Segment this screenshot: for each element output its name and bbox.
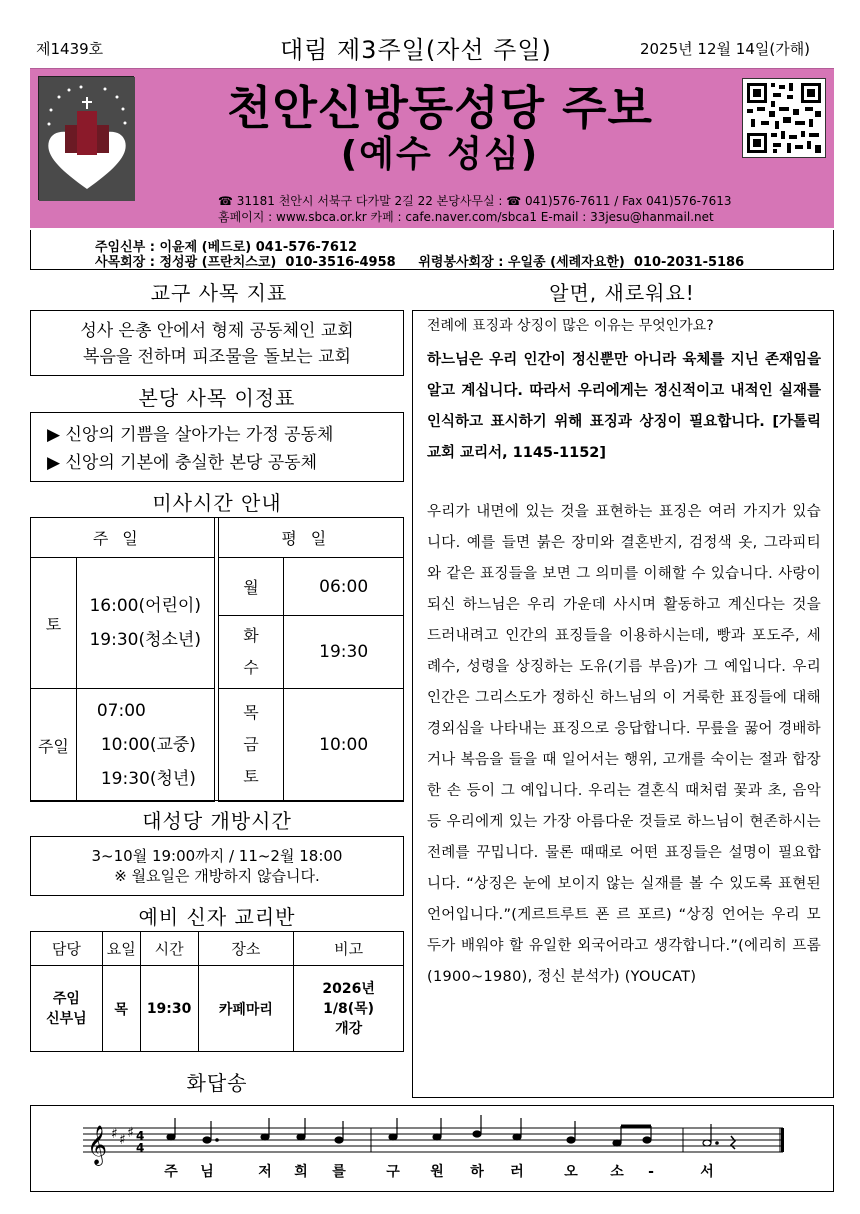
treble-clef-icon: 𝄞 <box>87 1125 108 1165</box>
pastor-info: 주임신부 : 이윤제 (베드로) 041-576-7612 <box>95 240 358 255</box>
tue-wed-time: 19:30 <box>284 616 404 689</box>
cat-header: 담당 <box>31 932 103 966</box>
sharp-icon: ♯ <box>119 1132 126 1148</box>
catechumen-title: 예비 신자 교리반 <box>138 905 296 929</box>
weekend-header: 주일 <box>31 518 215 558</box>
weekday-header: 평일 <box>218 518 403 558</box>
lyric-syllable: 원 <box>430 1164 444 1180</box>
monday-time: 06:00 <box>284 558 404 616</box>
lyric-syllable: 서 <box>700 1164 714 1180</box>
sunday-label: 주일 <box>31 689 77 802</box>
sunday-times: 07:00 10:00(교중) 19:30(청년) <box>76 689 214 802</box>
thu-fri-sat-label: 목 금 토 <box>218 689 284 802</box>
address-line: ☎ 31181 천안시 서북구 다가말 2길 22 본당사무실 : ☎ 041)576-7611 / Fax 041)576-7613 <box>218 194 732 208</box>
parish-goal-box <box>30 412 404 482</box>
cat-header: 시간 <box>140 932 198 966</box>
lyric-syllable: 하 <box>470 1164 484 1180</box>
pastoral-goal-box <box>30 310 404 376</box>
time-signature-bottom: 4 <box>136 1141 145 1155</box>
parish-goal-title: 본당 사목 이정표 <box>138 386 296 410</box>
cat-header: 장소 <box>198 932 294 966</box>
bulletin-subtitle: (예수 성심) <box>340 134 540 175</box>
psalm-title: 화답송 <box>186 1071 248 1095</box>
web-contact-line: 홈페이지 : www.sbca.or.kr 카페 : cafe.naver.com/sbca1 E-mail : 33jesu@hanmail.net <box>218 210 714 224</box>
psalm-music-box <box>30 1105 834 1192</box>
lyric-syllable: 를 <box>332 1164 346 1180</box>
qr-code <box>742 78 826 158</box>
sharp-icon: ♯ <box>127 1125 134 1141</box>
lyric-syllable: 희 <box>294 1164 308 1180</box>
parish-goal-line: ▶ 신앙의 기본에 충실한 본당 공동체 <box>47 453 318 473</box>
tue-wed-label: 화 수 <box>218 616 284 689</box>
cat-header: 비고 <box>294 932 404 966</box>
thu-fri-sat-time: 10:00 <box>284 689 404 802</box>
monday-label: 월 <box>218 558 284 616</box>
cat-day: 목 <box>102 966 140 1052</box>
lyric-syllable: 구 <box>386 1164 400 1180</box>
lyric-syllable: 저 <box>258 1164 272 1180</box>
open-hours-box <box>30 836 404 896</box>
cat-time: 19:30 <box>140 966 198 1052</box>
lyric-syllable: 오 <box>564 1164 578 1180</box>
issue-number: 제1439호 <box>36 40 104 58</box>
saturday-times: 16:00(어린이) 19:30(청소년) <box>76 558 214 689</box>
open-hours-title: 대성당 개방시간 <box>142 809 292 833</box>
faith-question: 전례에 표징과 상징이 많은 이유는 무엇인가요? <box>427 318 714 334</box>
pastoral-goal-title: 교구 사목 지표 <box>150 281 288 305</box>
catechumen-table <box>30 931 404 1052</box>
cat-charge: 주임 신부님 <box>31 966 103 1052</box>
cat-note: 2026년 1/8(목) 개강 <box>294 966 404 1052</box>
open-hours-note: ※ 월요일은 개방하지 않습니다. <box>114 867 320 885</box>
parish-goal-line: ▶ 신앙의 기쁨을 살아가는 가정 공동체 <box>47 425 334 445</box>
lyric-syllable: - <box>648 1164 654 1180</box>
faith-answer: 하느님은 우리 인간이 정신뿐만 아니라 육체를 지닌 존재임을 알고 계십니다. 따라서 우리에게는 정신적이고 내적인 실재를 인식하고 표시하기 위해 표징과 상징이 필요합니다. [가톨릭 교회 교리서, 1145-1152] <box>427 352 821 461</box>
mass-schedule-table <box>30 517 404 801</box>
liturgical-sunday: 대림 제3주일(자선 주일) <box>280 36 552 64</box>
time-signature-top: 4 <box>136 1129 145 1143</box>
lyric-syllable: 주 <box>164 1164 178 1180</box>
bulletin-name: 천안신방동성당 주보 <box>227 81 653 135</box>
faith-corner-box <box>412 310 834 1098</box>
melody-notes <box>167 1115 735 1149</box>
bulletin-date: 2025년 12월 14일(가해) <box>640 40 811 58</box>
pastoral-goal-line: 복음을 전하며 피조물을 돌보는 교회 <box>83 347 351 367</box>
faith-corner-title: 알면, 새로워요! <box>549 281 695 305</box>
pastoral-goal-line: 성사 은총 안에서 형제 공동체인 교회 <box>80 321 354 341</box>
mass-schedule-title: 미사시간 안내 <box>152 491 282 515</box>
council-info: 사목회장 : 정성광 (프란치스코) 010-3516-4958 위령봉사회장 : 우일종 (세례자요한) 010-2031-5186 <box>95 255 745 270</box>
lyric-syllable: 소 <box>610 1164 624 1180</box>
lyric-syllable: 님 <box>200 1164 214 1180</box>
lyric-syllable: 러 <box>510 1164 524 1180</box>
faith-body: 우리가 내면에 있는 것을 표현하는 표징은 여러 가지가 있습니다. 예를 들면 붉은 장미와 결혼반지, 검정색 옷, 그라피티와 같은 표징들을 보면 그 의미를 이해할 수 있습니다. 사랑이 되신 하느님은 우리 가운데 사시며 활동하고 계신다는 것을 드러내려고 인간의 표징들을 이용하시는데, 빵과 포도주, 세례수, 성령을 상징하는 도유(기름 부음)가 그 예입니다. 우리 인간은 그리스도가 정하신 하느님의 이 거룩한 표징들에 대해 경외심을 나타내는 표징으로 응답합니다. 무릎을 꿇어 경배하거나 복음을 들을 때 일어서는 행위, 고개를 숙이는 절과 합장한 손 등이 그 예입니다. 우리는 결혼식 때처럼 꽃과 초, 음악 등 우리에게 있는 가장 아름다운 것들로 하느님이 현존하시는 전례를 꾸밉니다. 물론 때때로 어떤 표징들은 설명이 필요합니다. “상징은 눈에 보이지 않는 실재를 볼 수 있도록 표현된 언어입니다.”(게르트루트 폰 르 포르) “상징 언어는 우리 모두가 배워야 할 유일한 외국어라고 생각합니다.”(에리히 프롬(1900~1980), 정신 분석가) (YOUCAT) <box>427 504 821 985</box>
sharp-icon: ♯ <box>111 1126 118 1142</box>
cat-header: 요일 <box>102 932 140 966</box>
saturday-label: 토 <box>31 558 77 689</box>
cat-place: 카페마리 <box>198 966 294 1052</box>
open-hours-line: 3~10월 19:00까지 / 11~2월 18:00 <box>91 847 343 865</box>
